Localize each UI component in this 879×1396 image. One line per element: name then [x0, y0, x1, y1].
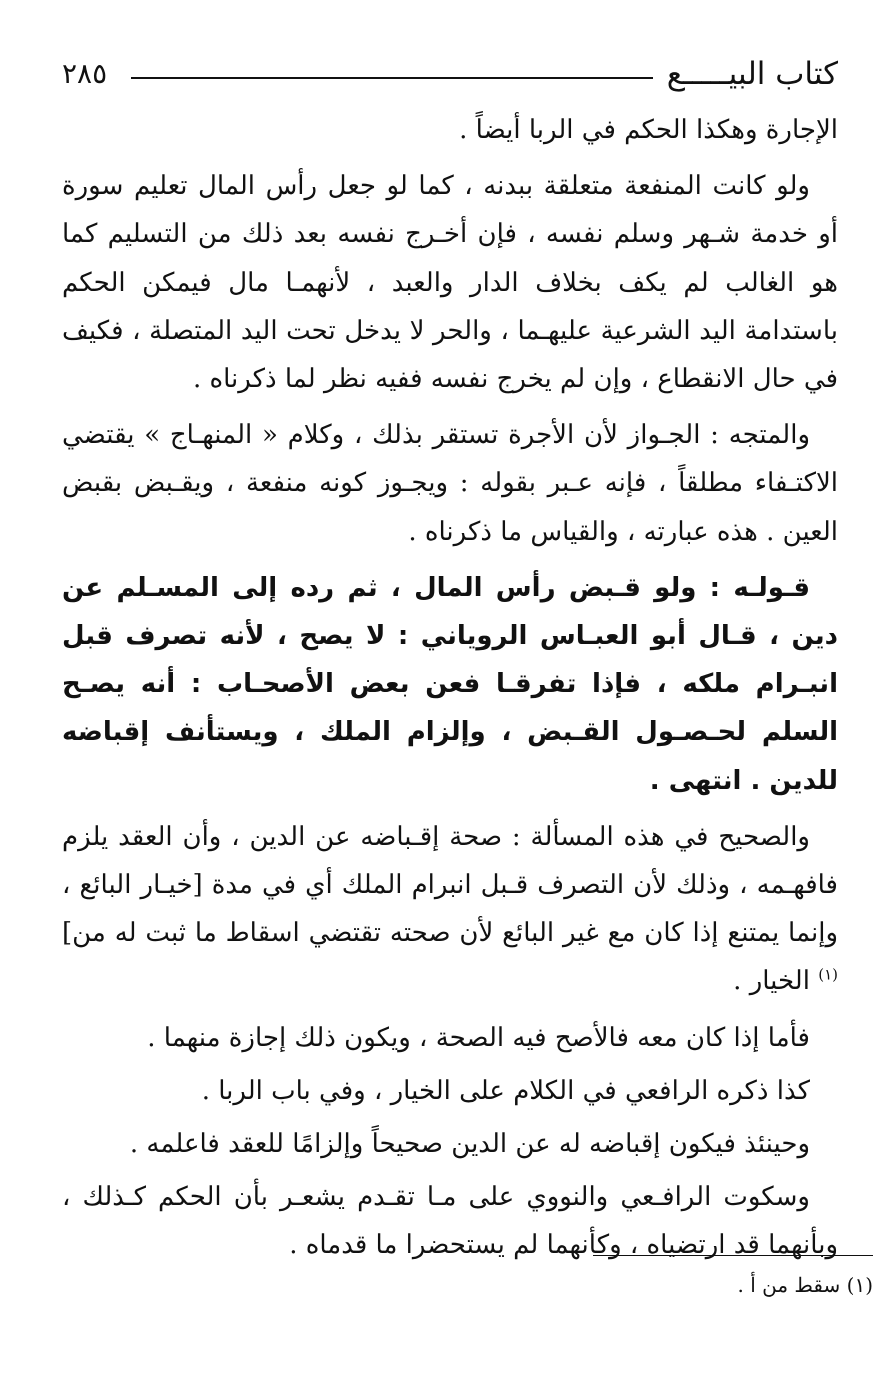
paragraph: ولو كانت المنفعة متعلقة ببدنه ، كما لو جعل رأس المال تعليم سورة أو خدمة شـهر وسلم نفسه ، فإن أخـرج نفسه بعد ذلك من التسليم كما هو الغالب لم يكف بخلاف الدار والعبد ، لأنهمـا مال فيمكن الحكم باستدامة اليد الشرعية عليهـما ، والحر لا يدخل تحت اليد المتصلة ، فكيف في حال الانقطاع ، وإن لم يخرج نفسه ففيه نظر لما ذكرناه .: [62, 171, 838, 395]
paragraph: والمتجه : الجـواز لأن الأجرة تستقر بذلك ، وكلام « المنهـاج » يقتضي الاكتـفاء مطلقاً ، فإنه عـبر بقوله : ويجـوز كونه منفعة ، ويقـبض بقبض العين . هذه عبارته ، والقياس ما ذكرناه .: [62, 420, 838, 547]
paragraph: الإجارة وهكذا الحكم في الربا أيضاً .: [459, 115, 838, 145]
paragraph: وسكوت الرافـعي والنووي على مـا تقـدم يشعـر بأن الحكم كـذلك ، وبأنهما قد ارتضياه ، وكأنهما لم يستحضرا ما قدماه .: [62, 1182, 838, 1261]
footnote: (١) سقط من أ .: [737, 1273, 873, 1297]
paragraph: فأما إذا كان معه فالأصح فيه الصحة ، ويكون ذلك إجازة منهما .: [147, 1022, 810, 1053]
footnote-reference: (١): [818, 965, 838, 984]
paragraph: وحينئذ فيكون إقباضه له عن الدين صحيحاً وإلزامًا للعقد فاعلمه .: [129, 1129, 810, 1160]
page-number: ٢٨٥: [62, 57, 108, 90]
body-text: [62, 106, 838, 1270]
paragraph: كذا ذكره الرافعي في الكلام على الخيار ، وفي باب الربا .: [201, 1075, 810, 1106]
quoted-passage: قـولـه : ولو قـبض رأس المال ، ثم رده إلى المسـلم عن دين ، قـال أبو العبـاس الروياني : لا يصح ، لأنه تصرف قبل انبـرام ملكه ، فإذا تفرقـا فعن بعض الأصحـاب : أنه يصـح السلم لحـصـول القـبض ، وإلزام الملك ، ويستأنف إقباضه للدين . انتهى .: [62, 572, 838, 796]
footnote-separator: [593, 1255, 873, 1256]
paragraph: [62, 813, 838, 1006]
document-page: [62, 52, 838, 1278]
paragraph-text: والصحيح في هذه المسألة : صحة إقـباضه عن الدين ، وأن العقد يلزم فافهـمه ، وذلك لأن التصرف قـبل انبرام الملك أي في مدة [خيـار البائع ، وإنما يمتنع إذا كان مع غير البائع لأن صحته تقتضي اسقاط ما ثبت له من]: [62, 821, 838, 949]
header-rule: [131, 77, 653, 79]
paragraph-tail: الخيار .: [733, 966, 819, 997]
chapter-title: كتاب البيـــــع: [666, 56, 838, 92]
running-header: [62, 52, 838, 96]
